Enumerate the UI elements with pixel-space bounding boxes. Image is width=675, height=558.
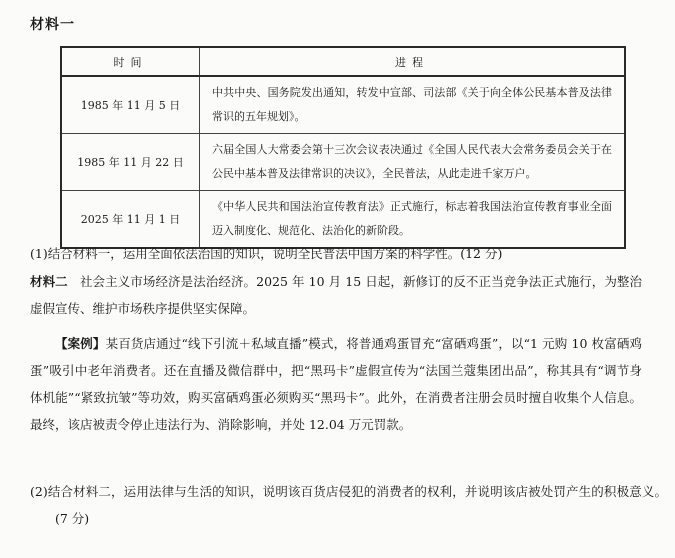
case-text: 某百货店通过“线下引流＋私域直播”模式，将普通鸡蛋冒充“富硒鸡蛋”，以“1 元购 10 枚富硒鸡蛋”吸引中老年消费者。还在直播及微信群中，把“黑玛卡”虚假宣传为“法国兰蔻集团出品”，称其具有“调节身体机能”“紧致抗皱”等功效，购买富硒鸡蛋必须购买“黑玛卡”。此外，在消费者注册会员时擅自收集个人信息。最终，该店被责令停止违法行为、消除影响，并处 12.04 万元罚款。 bbox=[30, 336, 642, 432]
column-header-time: 时间 bbox=[61, 47, 200, 76]
question-one: (1)结合材料一，运用全面依法治国的知识，说明全民普法中国方案的科学性。(12 分) bbox=[30, 246, 503, 261]
material-two-paragraph bbox=[30, 268, 642, 322]
row-date: 1985 年 11 月 22 日 bbox=[61, 134, 200, 191]
row-event: 《中华人民共和国法治宣传教育法》正式施行，标志着我国法治宣传教育事业全面迈入制度化、规范化、法治化的新阶段。 bbox=[200, 191, 626, 249]
case-paragraph bbox=[30, 330, 642, 438]
timeline-table bbox=[60, 46, 626, 249]
material-two-text: 社会主义市场经济是法治经济。2025 年 10 月 15 日起，新修订的反不正当竞争法正式施行，为整治虚假宣传、维护市场秩序提供坚实保障。 bbox=[30, 274, 642, 316]
question-two: (2)结合材料二，运用法律与生活的知识，说明该百货店侵犯的消费者的权利，并说明该店被处罚产生的积极意义。(7 分) bbox=[30, 484, 667, 526]
table-row bbox=[61, 134, 625, 191]
column-header-process: 进程 bbox=[200, 47, 626, 76]
row-event: 中共中央、国务院发出通知，转发中宣部、司法部《关于向全体公民基本普及法律常识的五年规划》。 bbox=[200, 76, 626, 134]
row-date: 1985 年 11 月 5 日 bbox=[61, 76, 200, 134]
case-tag: 【案例】 bbox=[55, 336, 106, 351]
material-two-heading: 材料二 bbox=[30, 274, 68, 289]
table-row bbox=[61, 76, 625, 134]
row-date: 2025 年 11 月 1 日 bbox=[61, 191, 200, 249]
table-header-row bbox=[61, 47, 625, 76]
row-event: 六届全国人大常委会第十三次会议表决通过《全国人民代表大会常务委员会关于在公民中基本普及法律常识的决议》，全民普法，从此走进千家万户。 bbox=[200, 134, 626, 191]
material-one-heading: 材料一 bbox=[30, 17, 75, 33]
